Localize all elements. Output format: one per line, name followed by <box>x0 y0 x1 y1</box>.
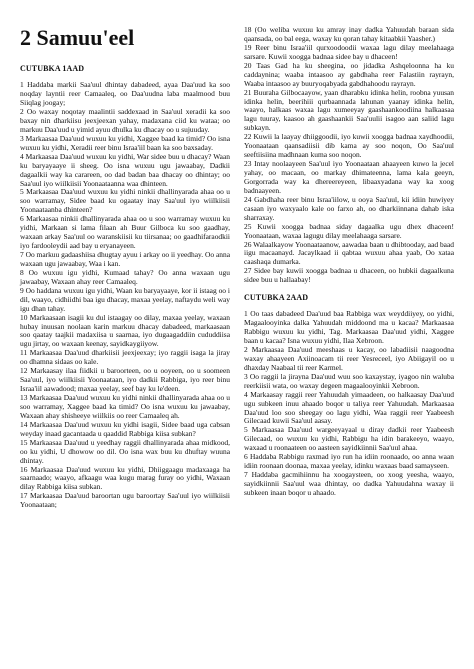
verse: 3 Markaasaa Daa'uud wuxuu ku yidhi, Xaggee baad ka timid? Oo isna wuxuu ku yidhi, Xeradii reer binu Israa'iil baan ka soo baxsaday. <box>20 133 230 152</box>
right-column <box>244 26 454 510</box>
verse: 19 Reer binu Israa'iil qurxoodoodii waxaa lagu dilay meelahaaga sarsare. Kuwii xoogga badnaa sidee bay u dhaceen! <box>244 42 454 61</box>
verse: 6 Markaasaa ninkii dhallinyarada ahaa oo u soo warramay wuxuu ku yidhi, Markaan si lama filaan ah Buur Gilboca ku soo gaadhay, waxaan arkay Saa'uul oo waranskiisii ku tiirsanaa; oo gaadhifaraodkii iyo fardooleydii aad bay u eryanayeen. <box>20 214 230 251</box>
verse: 5 Markaasaa Daa'uud wuxuu ku yidhi ninkii dhallinyarada ahaa oo u soo warramay, Sidee baad ku ogaatay inay Saa'uul iyo wiilkiisii Yoonaataanba dhinteen? <box>20 187 230 215</box>
chapter-1-continued-verses <box>244 26 454 285</box>
verse: 2 Oo waxay noqotay maalintii saddexaad in Saa'uul xeradii ka soo baxay nin dharkiisu jeexjeexan yahay, madaxana ciid ku wataa; oo markuu Daa'uud u yimid ayuu dhulka ku dhacay oo u sujuuday. <box>20 107 230 134</box>
verse: 8 Oo wuxuu igu yidhi, Kumaad tahay? Oo anna waxaan ugu jawaabay, Waxaan ahay reer Camaaleq. <box>20 267 230 286</box>
verse: 24 Gabdhaha reer binu Israa'iilow, u ooya Saa'uul, kii idiin huwiyey casaan iyo waxyaalo kale oo farxo ah, oo dharkiinnana dahab iska sharraxay. <box>244 194 454 222</box>
verse: 11 Markaasaa Daa'uud dharkiisii jeexjeexay; iyo raggii isaga la jiray oo dhamna sidaas oo kale. <box>20 348 230 367</box>
verse: 7 Oo markuu gadaashiisa dhugtay ayuu i arkay oo ii yeedhay. Oo anna waxaan ugu jawaabay, Waa i kan. <box>20 250 230 268</box>
verse: 15 Markaasaa Daa'uud u yeedhay raggii dhallinyarada ahaa midkood, oo ku yidhi, U dhowow oo dil. Oo isna wax buu ku dhuftay wuuna dhintay. <box>20 437 230 465</box>
verse: 2 Markaasaa Daa'uud meeshaas u kacay, oo labadiisii naagoodna waxay ahaayeen Axiinoacam tii reer Yesreceel, iyo Abiigayil oo u dhaxday Naabaal tii reer Karmel. <box>244 344 454 372</box>
chapter-1-verses <box>20 81 230 510</box>
left-column <box>20 26 230 510</box>
verse: 14 Markaasaa Daa'uud wuxuu ku yidhi isagii, Sidee baad uga cabsan weyday inaad gacantaada u qaaddid Rabbiga kiisa subkan? <box>20 419 230 438</box>
verse: 16 Markaasaa Daa'uud wuxuu ku yidhi, Dhiiggaagu madaxaaga ha saarnaado; waayo, afkaagu waa kugu marag furay oo yidhi, Waxaan dilay Rabbiga kiisa subkan. <box>20 464 230 492</box>
verse: 23 Intay noolaayeen Saa'uul iyo Yoonaataan ahaayeen kuwo la jecel yahay, oo macaan, oo markay dhimateenna, lama kala geeyn, Gorgorrada way ka dhereereyeen, libaaxyadana way ka xoog badnaayeen. <box>244 159 454 195</box>
verse: 18 (Oo weliba wuxuu ku amray inay dadka Yahuudah baraan sida qaansada, oo bal eega, waxay ku qoran tahay kitaabkii Yaasher.) <box>244 25 454 43</box>
verse: 27 Sidee bay kuwii xoogga badnaa u dhaceen, oo hubkii dagaalkuna sidee buu u hallaabay! <box>244 266 454 285</box>
chapter-2-verses <box>244 310 454 498</box>
verse: 6 Haddaba Rabbigu raxmad iyo run ha idiin roonaado, oo anna waan idiin roonaan doonaa, maxaa yeelay, idinku waxaas baad samayseen. <box>244 452 454 471</box>
verse: 3 Oo raggii la jirayna Daa'uud wuu soo kaxaystay, iyagoo nin waluba reerkiisii wata, oo waxay degeen magaalooyinkii Xebroon. <box>244 371 454 390</box>
verse: 22 Kuwii la laayay dhiiggoodii, iyo kuwii xoogga badnaa xaydhoodii, Yoonaataan qaansadiisii dib kama ay soo noqon, Oo Saa'uul seeftiisiina madhnaan kuma soo noqon. <box>244 132 454 160</box>
verse: 26 Walaalkayow Yoonaataanow, aawadaa baan u dhibtooday, aad baad iigu macaanayd. Jacaylkaad ii qabtaa wuxuu ahaa yaab, Oo xataa caashaqa dumarka. <box>244 239 454 267</box>
verse: 7 Haddaba gacmihiinnu ha xoogaysteen, oo xoog yeesha, waayo, sayidkiinnii Saa'uul waa dhintay, oo dadka Yahuudahna waxay ii subkeen inaan boqor u ahaado. <box>244 470 454 497</box>
verse: 5 Markaasaa Daa'uud wargeeyayaal u diray dadkii reer Yaabeesh Gilecaad, oo wuxuu ku yidhi, Rabbigu ha idin barakeeyo, waayo, waxaad u roonaateen oo aasteen sayidkiinnii Saa'uul ahaa. <box>244 425 454 453</box>
verse: 17 Markaasaa Daa'uud baroortan ugu baroortay Saa'uul iyo wiilkiisii Yoonaataan; <box>20 491 230 510</box>
verse: 20 Taas Gad ha ku sheegina, oo jidadka Ashqeloonna ha ku caddaynina; waaba intaasoo ay gabdhaha reer Falastiin rayrayn, Waaba intaasoo ay buuryoqabyada gabdhahoodu rayrayn. <box>244 60 454 88</box>
book-title: 2 Samuu'eel <box>20 25 135 50</box>
chapter-2-heading: CUTUBKA 2AAD <box>244 293 309 303</box>
verse: 13 Markaasaa Daa'uud wuxuu ku yidhi ninkii dhallinyarada ahaa oo u soo warramay, Xaggee baad ka timid? Oo isna wuxuu ku jawaabay, Waxaan ahay shisheeye wiilkiis oo reer Camaaleq ah. <box>20 393 230 420</box>
verse: 1 Haddaba markii Saa'uul dhintay dabadeed, ayaa Daa'uud ka soo noqday layntii reer Camaaleq, oo Daa'uudna laba maalmood buu Siiqlag joogay; <box>20 80 230 108</box>
verse: 9 Oo haddana wuxuu igu yidhi, Waan ku baryayaaye, kor ii istaag oo i dil, waayo, cidhiidhi baa igu dhacay, maxaa yeelay, naftaydu weli way igu dhan tahay. <box>20 285 230 313</box>
verse: 12 Markaasay ilaa fiidkii u baroorteen, oo u ooyeen, oo u soomeen Saa'uul, iyo wiilkiisii Yoonaataan, iyo dadkii Rabbiga, iyo reer binu Israa'iil aawadood; maxaa yeelay, seef bay ku le'deen. <box>20 366 230 394</box>
verse: 21 Buuraha Gilbocaayow, yaan dharabku idinka helin, roobna yuusan idinka helin, beerihiii qurbaannada lahunan yaanay idinka helin, waayo, halkaas waxaa lagu xumeeyay gaashaankoodiina halkaasaa lagu tuuray, kaasoo ah gaashaankii Saa'uulii isagoo aan saliid lagu subkayn. <box>244 87 454 133</box>
verse: 4 Markaasay raggii reer Yahuudah yimaadeen, oo halkaasay Daa'uud ugu subkeen inuu ahaado boqor u taliya reer Yahuudah. Markaasaa Daa'uud loo soo sheegay oo lagu yidhi, Waa raggii reer Yaabeesh Gilecaad kuwii Saa'uul aasay. <box>244 389 454 426</box>
verse: 4 Markaasaa Daa'uud wuxuu ku yidhi, War sidee buu u dhacay? Waan ku baryayaaye ii sheeg. Oo isna wuxuu ugu jawaabay, Dadkii dagaalkii way ka carareen, oo dad badan baa dhacay oo dhintay; oo Saa'uul iyo wiilkiisii Yoonaataanna waa dhinteen. <box>20 151 230 188</box>
chapter-1-heading: CUTUBKA 1AAD <box>20 64 85 74</box>
two-column-layout <box>20 26 454 510</box>
verse: 1 Oo taas dabadeed Daa'uud baa Rabbiga wax weyddiiyey, oo yidhi, Magaalooyinka dalka Yahuudah middoond ma u kacaa? Markaasaa Rabbigu wuxuu ku yidhi, Tag. Markaasaa Daa'uud yidhi, Xaggee baan u kacaa? Isna wuxuu yidhi, Ilaa Xebroon. <box>244 309 454 345</box>
verse: 25 Kuwii xoogga badnaa siday dagaalka ugu dhex dhaceen! Yoonaataan, waxaa lagugu dilay meelahaaga sarsare. <box>244 221 454 240</box>
verse: 10 Markaasaan isagii ku dul istaagay oo dilay, maxaa yeelay, waxaan hubay inuusan noolaan karin markuu dhacay dabadeed, markaasaan soo qaatay taajkii madaxiisa u saarnaa, iyo dugaagaddiin cududdiisa ugu jirtay, oo waxaan keenay, sayidkaygiiyow. <box>20 312 230 349</box>
